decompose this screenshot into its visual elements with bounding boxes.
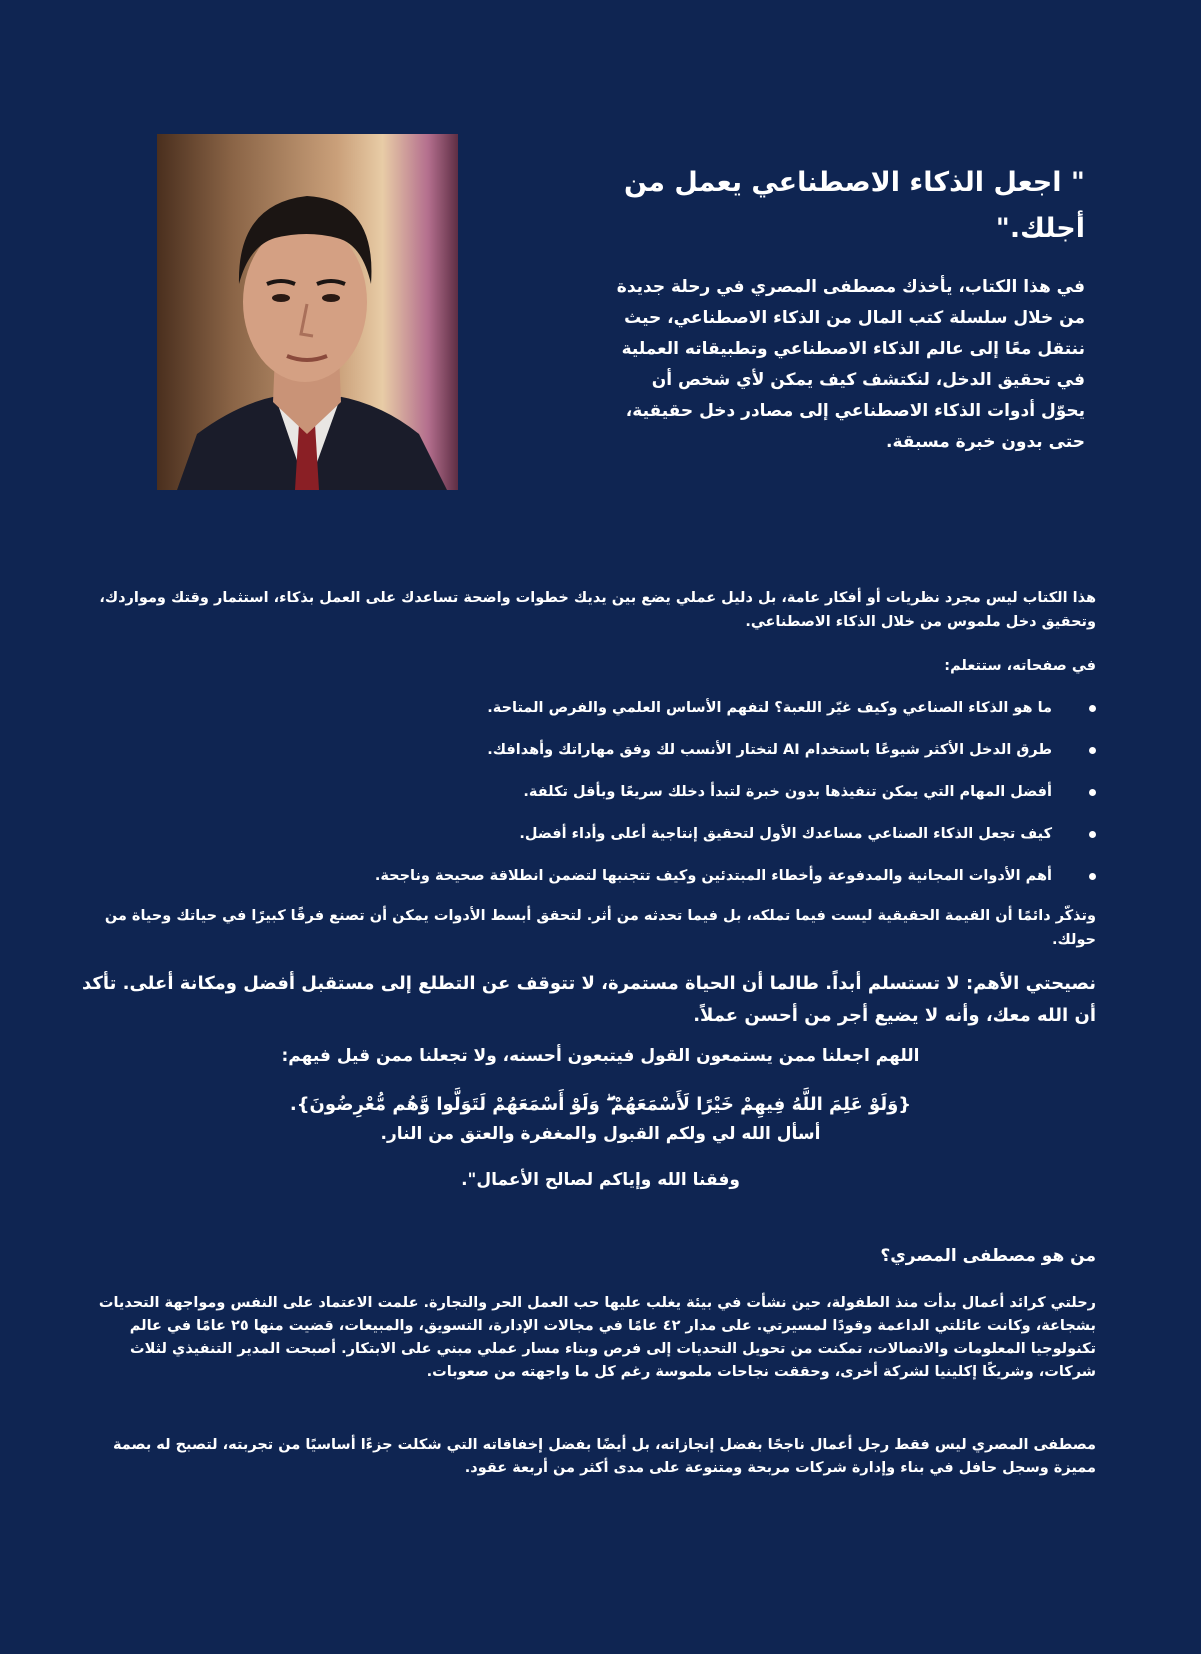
bullet-icon <box>1089 747 1096 754</box>
description-paragraph: هذا الكتاب ليس مجرد نظريات أو أفكار عامة، بل دليل عملي يضع بين يديك خطوات واضحة تساعدك على العمل بذكاء، استثمار وقتك ومواردك، وتحقيق دخل ملموس من خلال الذكاء الاصطناعي. <box>99 590 1096 630</box>
advice-paragraph: نصيحتي الأهم: لا تستسلم أبداً. طالما أن الحياة مستمرة، لا تتوقف عن التطلع إلى مستقبل أفضل ومكانة أعلى. تأكد أن الله معك، وأنه لا يضيع أجر من أحسن عملاً. <box>81 973 1096 1026</box>
quran-verse: {وَلَوْ عَلِمَ اللَّهُ فِيهِمْ خَيْرًا لَأَسْمَعَهُمْ ۖ وَلَوْ أَسْمَعَهُمْ لَتَوَلَّوا وَّهُم مُّعْرِضُونَ}. <box>289 1094 912 1115</box>
reminder-paragraph: وتذكّر دائمًا أن القيمة الحقيقية ليست فيما تملكه، بل فيما تحدثه من أثر. لتحقق أبسط الأدوات يمكن أن تصنع فرقًا كبيرًا في حياتك وحياة من حولك. <box>104 908 1096 948</box>
prayer-line: اللهم اجعلنا ممن يستمعون القول فيتبعون أحسنه، ولا تجعلنا ممن قيل فيهم: <box>281 1046 920 1066</box>
about-author-heading: من هو مصطفى المصري؟ <box>880 1246 1096 1266</box>
list-item-text: أفضل المهام التي يمكن تنفيذها بدون خبرة لتبدأ دخلك سريعًا وبأقل تكلفة. <box>523 784 1052 800</box>
list-item <box>116 694 1096 736</box>
learn-list <box>116 694 1096 904</box>
author-bio-paragraph: رحلتي كرائد أعمال بدأت منذ الطفولة، حين نشأت في بيئة يغلب عليها حب العمل الحر والتجارة. علمت الاعتماد على النفس ومواجهة التحديات بشجاعة، وكانت عائلتي الداعمة وقودًا لمسيرتي. على مدار ٤٢ عامًا في مجالات الإدارة، التسويق، والمبيعات، قضيت منها ٢٥ عامًا في عالم تكنولوجيا المعلومات والاتصالات، تمكنت من تحويل التحديات إلى فرص وبناء مسار عملي مبني على الابتكار. أصبحت المدير التنفيذي لثلاث شركات، وشريكًا إكلينيا لشركة أخرى، وحققت نجاحات ملموسة رغم كل ما واجهته من صعوبات. <box>98 1295 1096 1380</box>
bullet-icon <box>1089 873 1096 880</box>
list-item <box>116 778 1096 820</box>
bullet-icon <box>1089 789 1096 796</box>
list-item-text: كيف تجعل الذكاء الصناعي مساعدك الأول لتحقيق إنتاجية أعلى وأداء أفضل. <box>519 826 1052 842</box>
author-portrait <box>157 134 458 490</box>
list-item-text: ما هو الذكاء الصناعي وكيف غيّر اللعبة؟ لتفهم الأساس العلمي والفرص المتاحة. <box>487 700 1052 716</box>
author-bio-paragraph-2: مصطفى المصري ليس فقط رجل أعمال ناجحًا بفضل إنجازاته، بل أيضًا بفضل إخفاقاته التي شكلت جزءًا أساسيًا من تجربته، لتصبح له بصمة مميزة وسجل حافل في بناء وإدارة شركات مربحة ومتنوعة على مدى أكثر من أربعة عقود. <box>113 1437 1096 1476</box>
list-item <box>116 820 1096 862</box>
bullet-icon <box>1089 705 1096 712</box>
intro-paragraph: في هذا الكتاب، يأخذك مصطفى المصري في رحلة جديدة من خلال سلسلة كتب المال من الذكاء الاصطناعي، حيث ننتقل معًا إلى عالم الذكاء الاصطناعي وتطبيقاته العملية في تحقيق الدخل، لنكتشف كيف يمكن لأي شخص أن يحوّل أدوات الذكاء الاصطناعي إلى مصادر دخل حقيقية، حتى بدون خبرة مسبقة. <box>616 277 1085 452</box>
list-item <box>116 736 1096 778</box>
list-item-text: أهم الأدوات المجانية والمدفوعة وأخطاء المبتدئين وكيف تتجنبها لتضمن انطلاقة صحيحة وناجحة. <box>374 868 1052 884</box>
supplication-line: أسأل الله لي ولكم القبول والمغفرة والعتق من النار. <box>380 1124 821 1144</box>
bullet-icon <box>1089 831 1096 838</box>
learn-heading: في صفحاته، ستتعلم: <box>944 658 1096 674</box>
blessing-line: وفقنا الله وإياكم لصالح الأعمال". <box>461 1170 740 1190</box>
list-item-text: طرق الدخل الأكثر شيوعًا باستخدام AI لتختار الأنسب لك وفق مهاراتك وأهدافك. <box>487 742 1052 758</box>
list-item <box>116 862 1096 904</box>
book-quote: " اجعل الذكاء الاصطناعي يعمل من أجلك." <box>623 167 1085 244</box>
